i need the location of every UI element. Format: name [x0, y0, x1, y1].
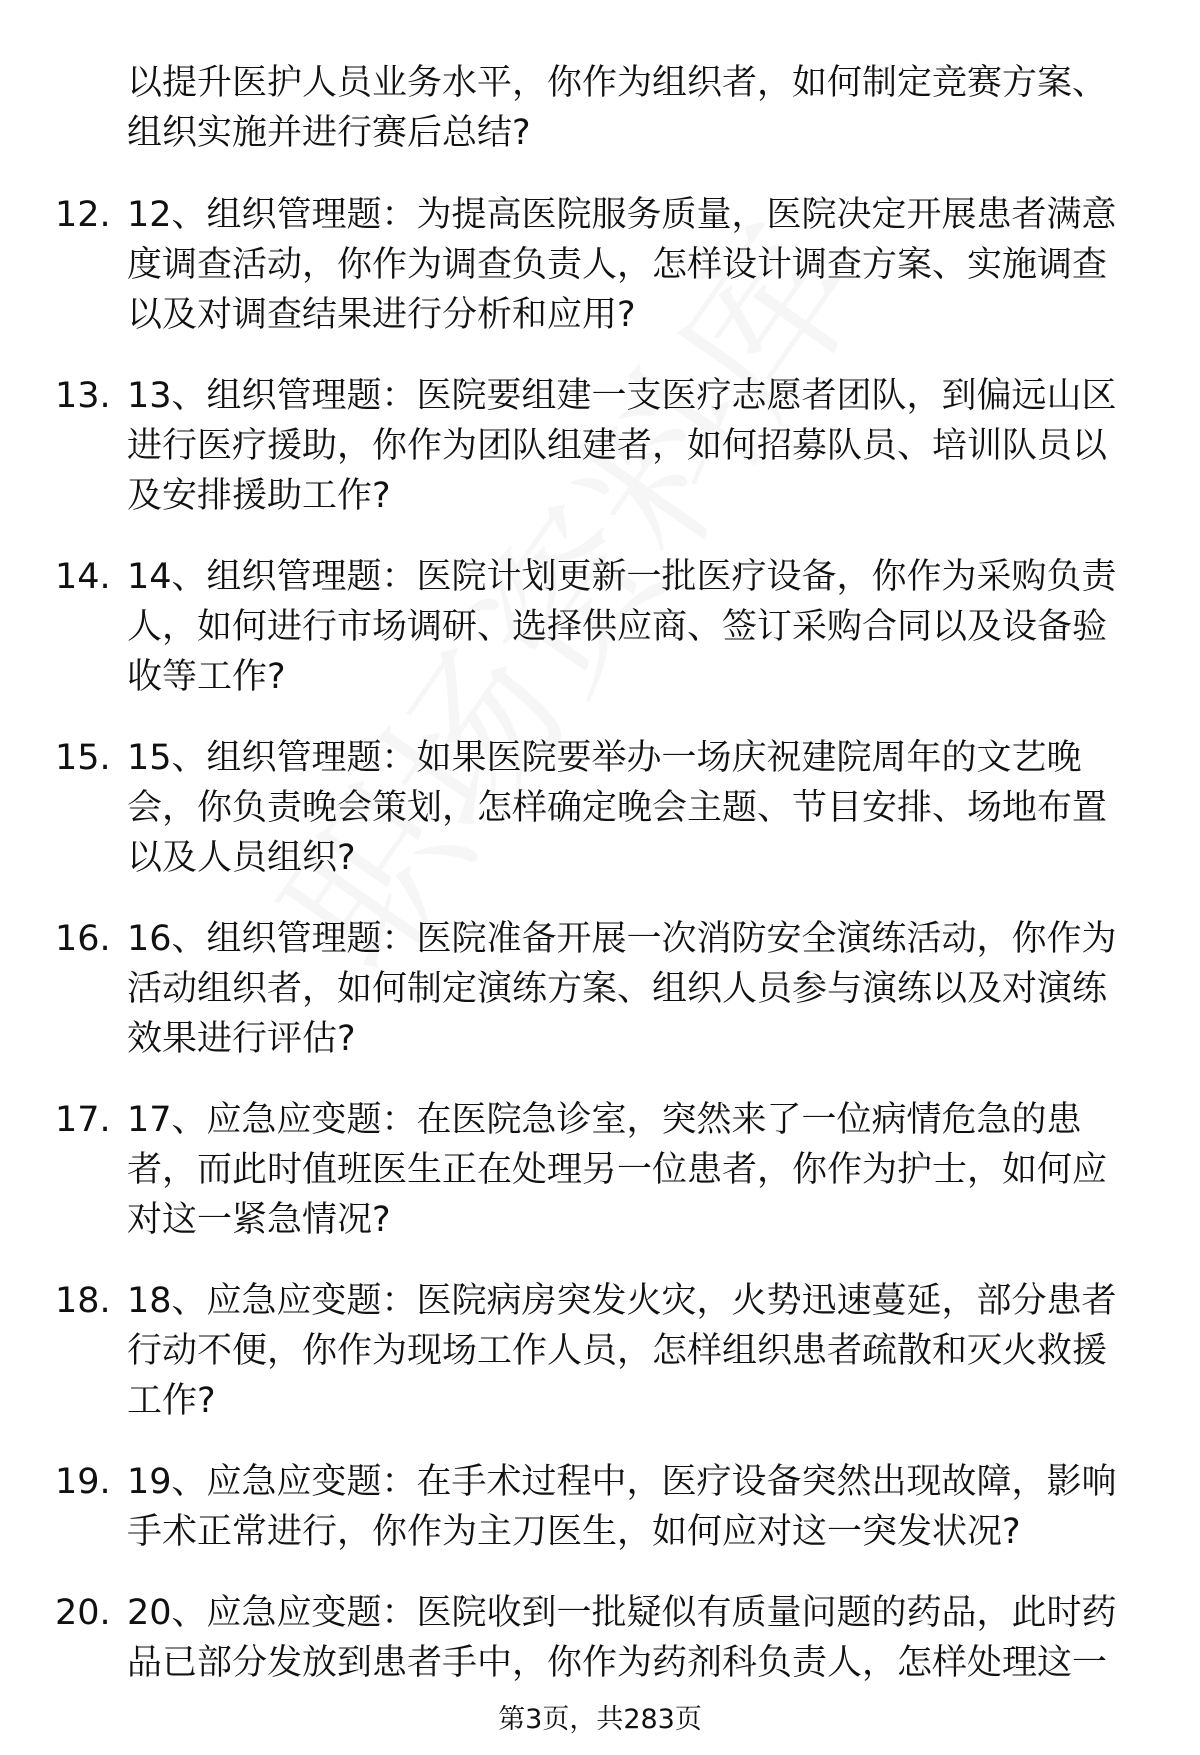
question-text: 19、应急应变题：在手术过程中，医疗设备突然出现故障，影响 手术正常进行，你作为主刀医生，如何应对这一突发状况?	[127, 1462, 1117, 1552]
question-number: 13.	[55, 376, 111, 416]
question-text: 12、组织管理题：为提高医院服务质量，医院决定开展患者满意 度调查活动，你作为调查负责人，怎样设计调查方案、实施调查 以及对调查结果进行分析和应用?	[127, 195, 1117, 335]
question-text: 13、组织管理题：医院要组建一支医疗志愿者团队，到偏远山区 进行医疗援助，你作为团队组建者，如何招募队员、培训队员以 及安排援助工作?	[127, 376, 1117, 516]
question-number: 17.	[55, 1100, 111, 1140]
question-number: 14.	[55, 557, 111, 597]
question-item	[55, 1457, 1155, 1557]
page-footer: 第3页，共283页	[498, 1704, 702, 1735]
question-item	[55, 914, 1155, 1064]
question-text: 18、应急应变题：医院病房突发火灾，火势迅速蔓延，部分患者 行动不便，你作为现场工作人员，怎样组织患者疏散和灭火救援 工作?	[127, 1281, 1117, 1421]
continuation-paragraph: 以提升医护人员业务水平，你作为组织者，如何制定竞赛方案、 组织实施并进行赛后总结?	[127, 63, 1108, 153]
question-item	[55, 1095, 1155, 1245]
question-text: 16、组织管理题：医院准备开展一次消防安全演练活动，你作为 活动组织者，如何制定演练方案、组织人员参与演练以及对演练 效果进行评估?	[127, 919, 1117, 1059]
question-text: 17、应急应变题：在医院急诊室，突然来了一位病情危急的患 者，而此时值班医生正在处理另一位患者，你作为护士，如何应 对这一紧急情况?	[127, 1100, 1108, 1240]
question-item	[55, 1276, 1155, 1426]
question-number: 15.	[55, 738, 111, 778]
question-text: 15、组织管理题：如果医院要举办一场庆祝建院周年的文艺晚 会，你负责晚会策划，怎样确定晚会主题、节目安排、场地布置 以及人员组织?	[127, 738, 1108, 878]
question-list	[55, 190, 1155, 1719]
question-item	[55, 552, 1155, 702]
question-item	[55, 371, 1155, 521]
question-text: 20、应急应变题：医院收到一批疑似有质量问题的药品，此时药 品已部分发放到患者手中，你作为药剂科负责人，怎样处理这一	[127, 1593, 1117, 1683]
question-text: 14、组织管理题：医院计划更新一批医疗设备，你作为采购负责 人，如何进行市场调研、选择供应商、签订采购合同以及设备验 收等工作?	[127, 557, 1117, 697]
question-item	[55, 733, 1155, 883]
question-number: 20.	[55, 1593, 111, 1633]
question-item	[55, 1588, 1155, 1688]
question-item	[55, 190, 1155, 340]
question-number: 19.	[55, 1462, 111, 1502]
question-number: 18.	[55, 1281, 111, 1321]
question-number: 12.	[55, 195, 111, 235]
question-number: 16.	[55, 919, 111, 959]
